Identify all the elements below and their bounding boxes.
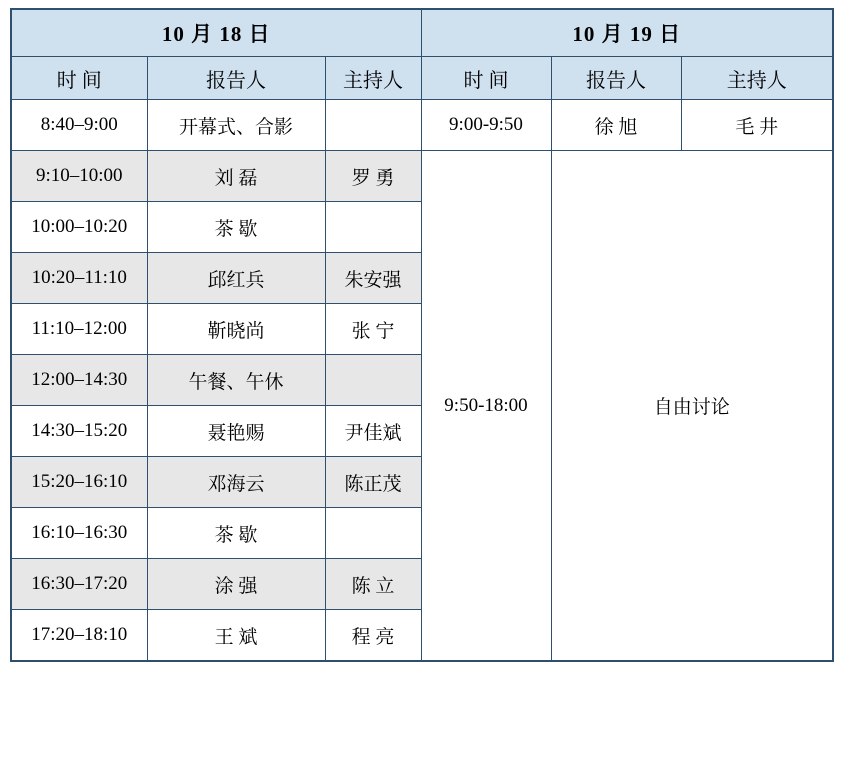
cell-speaker: 涂 强 [147, 559, 325, 610]
cell-speaker: 茶 歇 [147, 508, 325, 559]
cell-speaker: 开幕式、合影 [147, 100, 325, 151]
cell-time: 11:10–12:00 [11, 304, 147, 355]
cell-chair: 朱安强 [325, 253, 421, 304]
header-day2-speaker: 报告人 [551, 57, 681, 100]
cell-chair: 罗 勇 [325, 151, 421, 202]
cell-speaker: 邱红兵 [147, 253, 325, 304]
cell-time: 16:10–16:30 [11, 508, 147, 559]
table-row [11, 151, 833, 202]
table-row [11, 100, 833, 151]
cell-chair [325, 202, 421, 253]
cell-speaker: 聂艳赐 [147, 406, 325, 457]
cell-day2-time: 9:00-9:50 [421, 100, 551, 151]
cell-chair [325, 508, 421, 559]
cell-time: 9:10–10:00 [11, 151, 147, 202]
header-day1-time: 时 间 [11, 57, 147, 100]
cell-day2-time-free: 9:50-18:00 [421, 151, 551, 662]
cell-speaker: 茶 歇 [147, 202, 325, 253]
cell-day2-speaker: 徐 旭 [551, 100, 681, 151]
cell-chair: 程 亮 [325, 610, 421, 662]
cell-time: 12:00–14:30 [11, 355, 147, 406]
cell-time: 16:30–17:20 [11, 559, 147, 610]
schedule-table [10, 8, 834, 662]
cell-chair [325, 355, 421, 406]
cell-day2-chair: 毛 井 [681, 100, 833, 151]
header-day2-chair: 主持人 [681, 57, 833, 100]
cell-speaker: 午餐、午休 [147, 355, 325, 406]
cell-chair: 张 宁 [325, 304, 421, 355]
cell-time: 10:00–10:20 [11, 202, 147, 253]
cell-chair [325, 100, 421, 151]
cell-time: 17:20–18:10 [11, 610, 147, 662]
column-header-row [11, 57, 833, 100]
header-day2-time: 时 间 [421, 57, 551, 100]
cell-speaker: 邓海云 [147, 457, 325, 508]
cell-time: 14:30–15:20 [11, 406, 147, 457]
cell-speaker: 刘 磊 [147, 151, 325, 202]
cell-speaker: 王 斌 [147, 610, 325, 662]
cell-chair: 陈 立 [325, 559, 421, 610]
cell-time: 15:20–16:10 [11, 457, 147, 508]
date-header-day2: 10 月 19 日 [421, 9, 833, 57]
cell-day2-free-discussion: 自由讨论 [551, 151, 833, 662]
cell-chair: 尹佳斌 [325, 406, 421, 457]
cell-chair: 陈正茂 [325, 457, 421, 508]
cell-time: 10:20–11:10 [11, 253, 147, 304]
cell-speaker: 靳晓尚 [147, 304, 325, 355]
header-day1-chair: 主持人 [325, 57, 421, 100]
cell-time: 8:40–9:00 [11, 100, 147, 151]
header-day1-speaker: 报告人 [147, 57, 325, 100]
date-header-day1: 10 月 18 日 [11, 9, 421, 57]
date-header-row [11, 9, 833, 57]
